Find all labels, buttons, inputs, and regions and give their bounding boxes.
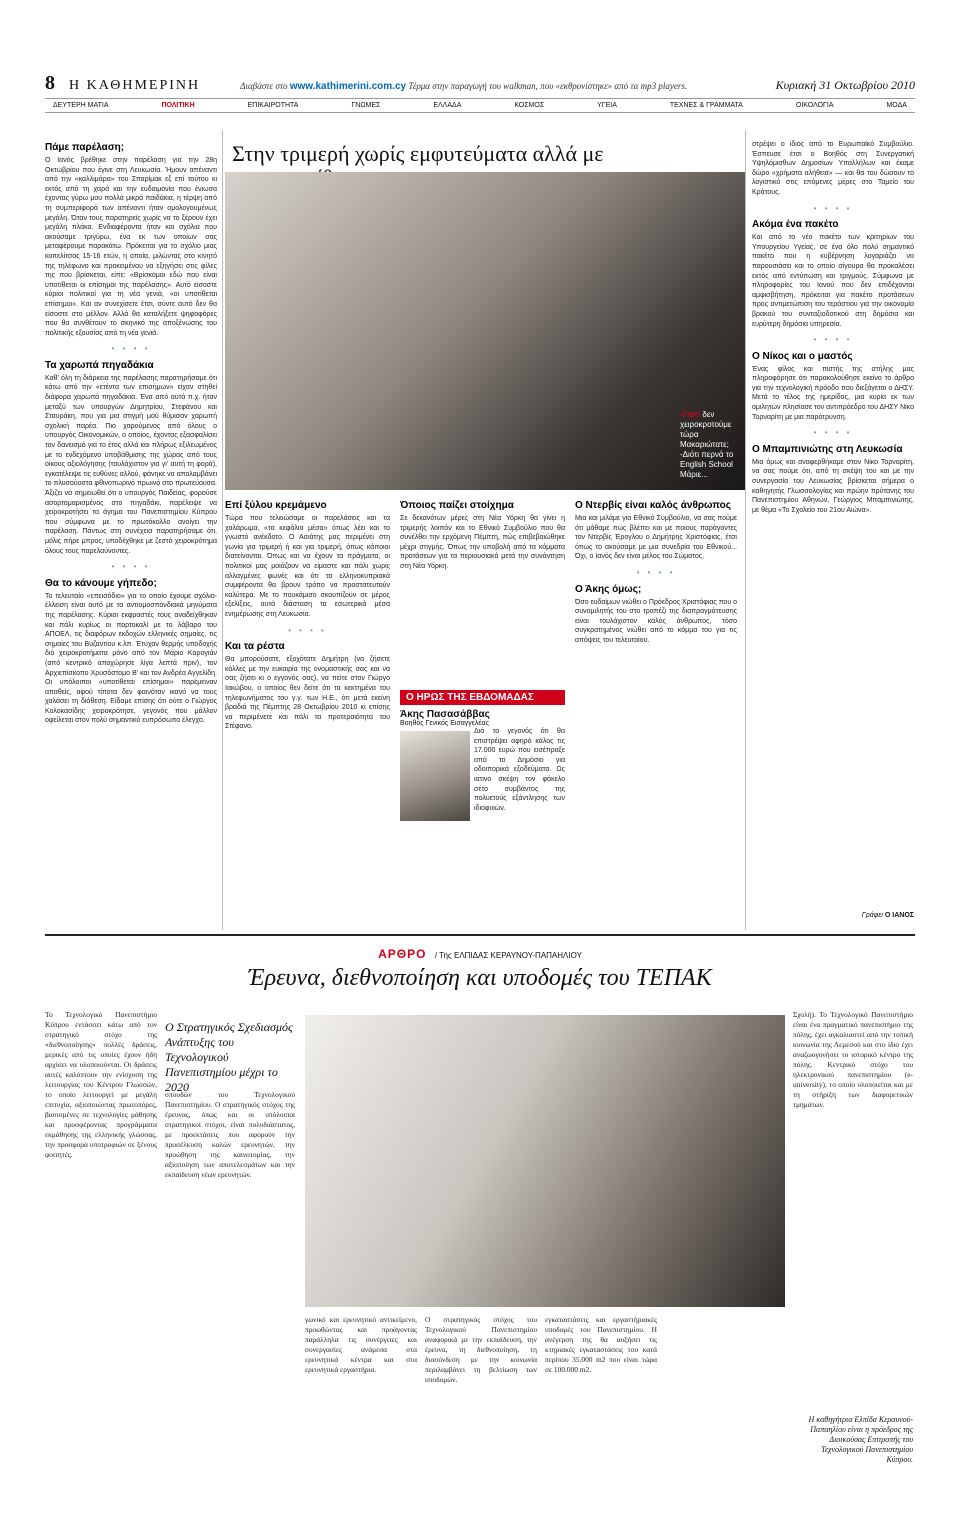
section-heading: Ο Άκης όμως;: [575, 583, 642, 595]
column-divider: [222, 130, 223, 930]
article-column-5: [545, 1315, 657, 1500]
separator-dots: • • • •: [111, 344, 151, 354]
article-column-2: [165, 1090, 295, 1500]
article-text: Ο στρατηγικός στόχος του Τεχνολογικού Πανεπιστημίου αναφορικά με την εκπαίδευση, την έρευνα, τη διεθνοποίηση, τη διασύνδεση με την κοινωνία περιλαμβάνει τη βελτίωση των υποδομών.: [425, 1315, 537, 1384]
nav-item[interactable]: ΓΝΩΜΕΣ: [351, 102, 381, 109]
section-heading: Ο Νίκος και ο μαστός: [752, 350, 853, 362]
pull-quote: [165, 1020, 295, 1095]
separator-dots: • • • •: [636, 567, 676, 577]
nav-item[interactable]: ΥΓΕΙΑ: [597, 102, 617, 109]
article-tag: ΑΡΘΡΟ: [378, 947, 427, 961]
mid-column-1: [225, 498, 390, 928]
article-header: [0, 945, 960, 963]
photo-caption: [680, 410, 740, 480]
right-column: [752, 140, 914, 910]
article-rule: [45, 934, 915, 936]
section-text: Το τελευταίο «επεισόδιο» για το οποίο έχουμε σχόλιο-έλλειση είναι αυτό με τα αντιομοσπονδιακά μηνύματα της παρέλασης. Κύριοι εκφραστές τους αναδείχθηκαν και πάλι κυρίως οι πορτοκαλί με το λάβαρο του ΑΠΟΕΛ, τις διαφόρων εκδοχών ελληνικές σημαίες, τις σημαίες του Βυζαντίου κ.λπ. Έτυχαν θερμής υποδοχής διό χειροκροτήματα μόνο από τον Μάριο Καρογιάν (από κεντρικό αποχώρησε λίγα λεπτά πριν), τον Αρχιεπίσκοπο Χρυσόστομο Β' και τον Ανδρέα Αγγελίδη. Οι υπόλοιποι «υποτίθεται επίσημοι» παρέμειναν απαθείς, αφού τίποτα δεν φαινόταν ικανό να τους χαλάσει τη διάθεση. Είδαμε επίσης ότι ούτε ο Γιώργος Κολοκασίδης χειροκρότησε, γεγονός που μάλλον οφείλεται στον πολύ σημαντικό ευπρόσωπο έλεγχο.: [45, 592, 217, 725]
section-text: Μια και μιλάμε για Εθνικό Συμβούλιο, να σας πούμε ότι μάθαμε πως βλέπει και με ποιους παράγοντες τον Ντερβίς Έρογλου ο Δημήτρης Χριστόφιας, έτσι όπως το ακούσαμε με μια συνεδρία του Εθνικού... Όχι, ο Ιανός δεν είναι μέλος του Σώματος.: [575, 515, 737, 561]
mid-column-3: [575, 498, 737, 928]
hero-text: Διά το γεγονός ότι θα επιστρέψει αφηρό κάλος τις 17.000 ευρώ που εισέπραξε από το Δημόσιο για οδοιπορικά εξοδεύματα. Ως ιατινο σκέψη τον φάκελο σέτο συμβάντος της πολυετούς εξάντλησης των ιδιοφυιών.: [474, 728, 565, 812]
section-heading: Τα χαρωπά πηγαδάκια: [45, 359, 154, 371]
hero-band: Ο ΗΡΩΣ ΤΗΣ ΕΒΔΟΜΑΔΑΣ: [400, 690, 565, 705]
nav-item[interactable]: ΕΛΛΑΔΑ: [433, 102, 462, 109]
article-text: Σχολή). Το Τεχνολογικό Πανεπιστήμιο είναι ένα πραγματικό πανεπιστήμιο της πόλης, έχει αγκαλιαστεί από την τοπική κοινωνία της Λεμεσού και στο ίδιο έχει αναζωογονήσει το ιστορικό κέντρο της πόλης. Κεντρικό στόχο του ηλεκτρονικού πανεπιστημίου (e-university), το οποίο υλοποιείται και με τη στήριξη των διαφορετικών τμημάτων.: [793, 1010, 913, 1109]
section-heading: Επί ξύλου κρεμάμενο: [225, 500, 327, 511]
mid-column-2: [400, 498, 565, 688]
article-photo: [305, 1015, 785, 1307]
section-text: στρέψει ο ίδιος από το Ευρωπαϊκό Συμβούλιο. Έσπευσε έτσι ο Βοηθός στη Συνεργατική Υψηλόμισθων Δημοσίων Υπαλλήλων και έκαμε δώρο «χρήματα αλήθεια» — και θα του δώσουν το λογιστικό στις επόμενες μέρες στο Ταμείο του Κράτους.: [752, 141, 914, 196]
page-number: 8: [45, 72, 55, 94]
section-heading: Και τα ρέστα: [225, 641, 285, 653]
article-text: εγκαταστάσεις και εργαστήριακές υποδομές του Πανεπιστημίου. Η ανέγερση της θα αυξήσει τις κτηριακές εγκαταστάσεις του κατά περίπου 35.000 m2 που είναι τώρα σε 100.000 m2.: [545, 1315, 657, 1374]
section-nav: [45, 98, 915, 113]
signature-name: Ο ΙΑΝΟΣ: [884, 912, 914, 919]
left-column: [45, 140, 217, 930]
nav-item[interactable]: ΚΟΣΜΟΣ: [514, 102, 545, 109]
article-column-3: [305, 1315, 417, 1500]
promo: [240, 81, 687, 92]
nav-item-active[interactable]: ΠΟΛΙΤΙΚΗ: [161, 102, 195, 109]
section-text: Και από το νέο πακέτο των κριτηρίων του Υπουργείου Υγείας, σε ένα όλο πολύ σημαντικό πακέτο που η κυβέρνηση λογαριάζει να παρουσιάσει και το οποίο σίγουρα θα προκαλέσει εκτός από εντύπωση και τριγμούς. Σύμφωνα με πληροφορίες του Ιανού που δεν επιδέχονται αμφισβήτηση, πρόκειται για πακέτο προτάσεων προς αντιμετώπιση του τεράστιου για την οικονομία βρακού του συνταξιοδοτικού στη δημόσια και ευρύτερη δημόσια υπηρεσία.: [752, 234, 914, 328]
hero-portrait: [400, 731, 470, 821]
section-text: Σε δεκανότων μέρες στη Νέα Υόρκη θα γίνει η τριμερής λοιπόν και το Εθνικό Συμβούλιο που θα συνέλθει την ερχόμενη Πέμπτη, πώς επιβεβαιώθηκε μέχρι στιγμής. Όπως την υποβολή από τα κόμματα προτάσεων για τα περιουσιακά μετά την συνάντηση στη Νέα Υόρκη.: [400, 515, 565, 570]
section-heading: Πάμε παρέλαση;: [45, 142, 125, 153]
separator-dots: • • • •: [813, 203, 853, 213]
section-text: Ο Ιανός βρέθηκε στην παρέλαση για την 28η Οκτωβρίου που έγινε στη Λευκωσία. Ήμουν απέναντι από την «καλλιμάρα» του Σπαρίμακ εξ επί τούτου κι εκτός από τη χαρά και την ευδαιμονία που ένιωσα έχοντας γύρω μου πολλά μικρά παιδάκια, η τέρψη από τη συμπεριφορά των απέναντι ήταν ομολογουμένως μεγάλη. Όταν τους παρατηρείς χωρίς να το ξέρουν έχει μεγάλη πλάκα. Ενδιαφέροντα ήταν και σχόλια που ακούσαμε τριγύρω, ένα εκ των οποίων σας μεταφέρουμε παρακάτω. Πρόκειται για το σχόλιο μιας κοπελίτσας 15-16 ετών, η οποία, μιλώντας στο κινητό της τηλέφωνο και προκειμένου να εξηγήσει στις φίλες της που βρίσκεται, είπε: «Βρίσκομαι εδώ που είναι υποτίθεται οι επίσημοι της παρέλασης». Αυτό είσοστε κύριοι πολιτικοί για τη νέα γενιά, «οι υποτίθεται επίσημοι». Και αν συνεχίσετε έτσι, σύντε αυτό δεν θα είσοστε στο μέλλον. Αλλά θα καταλήξετε ψηφοφόρες που θα συνθέτουν το σκηνικό της αποξένωσης του πολιτικής εξουσίας από τη νέα γενιά.: [45, 157, 217, 337]
separator-dots: • • • •: [111, 562, 151, 572]
hero-role: Βοηθός Γενικός Εισαγγελέας: [400, 720, 489, 727]
nav-item[interactable]: ΟΙΚΟΛΟΓΙΑ: [795, 102, 834, 109]
pull-quote-text: Ο Στρατηγικός Σχεδιασμός Ανάπτυξης του Τεχνολογικού Πανεπιστημίου μέχρι το 2020: [165, 1020, 293, 1094]
article-text: γωνικό και ερευνητικό αντικείμενο, προωθώντας και προάγοντας παράλληλα τις συνέργειες και συνεργασίες ανάμεσα στα ερευνητικά κέντρα και στα ερευνητικά εργαστήρια.: [305, 1315, 417, 1374]
separator-dots: • • • •: [813, 428, 853, 438]
issue-date: Κυριακή 31 Οκτωβρίου 2010: [775, 78, 915, 92]
separator-dots: • • • •: [288, 625, 327, 635]
article-column-1: [45, 1010, 157, 1500]
nav-item[interactable]: ΜΟΔΑ: [886, 102, 907, 109]
section-text: Τώρα που τελειώσαμε οι παρελάσεις και τα χαλάρωμα, «τα κεφάλια μέσα» όπως λέει και το γνωστό ανέκδοτο. Ο Ασιάτης μας περιμένει στη γωνία για τριμερή ή και για τριμερή, όπως κάποιοι διατείνονται. Όπως και να έχουν τα πράγματα, οι πολιτικοί μας μοιάζουν να είμαστε και πάλι χωρίς αλλαγμένες φωνές και ότι τα ελληνοκυπριακά συμφέροντα θα βρουν τρόπο να προστατευτούν καλύτερα. Με το πουκάμισο σκουπίζουν σε μέρος εξελίξεις, αυτά διάσταση τα εσωτερικά μέσα ενημέρωσης στη Λευκωσία.: [225, 515, 390, 618]
section-heading: Ακόμα ένα πακέτο: [752, 219, 839, 231]
author-bio: Η καθηγήτρια Ελπίδα Κεραυνού-Παπαηλίου είναι η πρόεδρος της Διοικούσας Επιτροπής του Τεχνολογικού Πανεπιστημίου Κύπρου.: [808, 1415, 913, 1464]
signature-prefix: Γράφει: [861, 912, 883, 919]
main-photo: [225, 172, 745, 490]
caption-bold: -Γιατί: [680, 410, 701, 419]
section-text: Ένας φίλος και πιστής της στήλης μας πληροφόρησε ότι παρακολούθησε εκείνο το άρθρο για την τεχνολογική πρόοδο που διεξάγεται ο ΔΗΣΥ. Μετά το τέλος της ημερίδας, μια κυρία εκ των ομιλητών πλησίασε τον αντιπρόεδρο του ΔΗΣΥ Νίκο Τορναρίτη με μια παρότρυνση.: [752, 365, 914, 421]
section-text: Θα μπορούσατε, εξοχότατε Δημήτρη (να ζήσετε κόλλες με την ευκαιρία της ονομαστικής σας και να σας ζήσει κι ο εγγονός σας), να πείτε στον Γιώργο Ιακώβου, ο οποίος θεν δείτε ότι τα κεκτημένα του τηλεφωνήματος του γ.γ. των Η.Ε., ότι μετά εκείνη βραδιά της Πέμπτης 28 Οκτωβρίου 2010 κι επίσης να περιμένετε και πάλι τα προτεραιότητα του Στέφανο.: [225, 656, 390, 731]
nav-item[interactable]: ΔΕΥΤΕΡΗ ΜΑΤΙΑ: [53, 102, 109, 109]
hero-name: Άκης Πασασάββας: [400, 709, 490, 720]
masthead: [45, 72, 915, 95]
caption-text: δεν χειροκροτούμε τώρα Μακαριώτατε; -Διότι περνά το English School Μάριε...: [680, 410, 734, 479]
separator-dots: • • • •: [813, 335, 853, 345]
article-column-right: [793, 1010, 913, 1410]
article-column-4: [425, 1315, 537, 1500]
section-text: Μια όμως και αναφερθήκαμε στον Νίκο Τορναρίτη, να σας πούμε ότι, από τη σκέψη του και με την συνεργασία του Λευκωσίας βρίσκεται σήμερα ο καθηγητής Γλωσσολογίας και πρώην πρύτανης του Πανεπιστημίου Αθηνών, Γεώργιος Μπαμπινιώτης, με θέμα «Το Σχολείο του 21ου Αιώνα».: [752, 458, 914, 514]
section-heading: Θα το κάνουμε γήπεδο;: [45, 577, 157, 589]
article-title: Έρευνα, διεθνοποίηση και υποδομές του ΤΕΠΑΚ: [248, 965, 712, 991]
nav-item[interactable]: ΕΠΙΚΑΙΡΟΤΗΤΑ: [247, 102, 299, 109]
column-divider: [745, 130, 746, 930]
section-text: Όσο ευδαίμων νιώθει ο Πρόεδρος Χριστόφιας που ο συνομιλητής του στο τραπέζι της διαπραγμάτευσης είναι τουλάχιστον καλός άνθρωπος, τόσο συγκρατημένος νιώθει από το κόμμα του για τις απόψεις του τελευταίου.: [575, 598, 737, 644]
section-heading: Ο Μπαμπινιώτης στη Λευκωσία: [752, 443, 903, 455]
nav-item[interactable]: ΤΕΧΝΕΣ & ΓΡΑΜΜΑΤΑ: [669, 102, 743, 109]
promo-url[interactable]: www.kathimerini.com.cy: [289, 81, 407, 92]
article-text: σπουδών του Τεχνολογικού Πανεπιστημίου. Ο στρατηγικός στόχος της έρευνας, όπως και οι υπόλοιποι στρατηγικοί στόχοι, είναι πολυδιάστατος, με προεκτάσεις που αφορούν την προσέλκυση καλών ερευνητών, την προώθηση της καινοτομίας, την αξιοποίηση των αποτελεσμάτων και την εκπαίδευση νέων ερευνητών.: [165, 1090, 295, 1179]
main-headline: Στην τριμερή χωρίς εμφυτεύματα αλλά με: [232, 141, 604, 166]
section-heading: Όποιος παίζει στοίχημα: [400, 500, 514, 511]
hero-box: [400, 690, 565, 928]
article-author: / Της ΕΛΠΙΔΑΣ ΚΕΡΑΥΝΟΥ-ΠΑΠΑΗΛΙΟΥ: [434, 951, 582, 960]
section-text: Καθ' όλη τη διάρκεια της παρέλασης παρατηρήσαμε ότι κάτω από την «ετέντα των επισήμων» είχαν στηθεί διάφορα χαρωπά πηγαδάκια. Ένα από αυτά π.χ. ήταν μεταξύ των υπουργών Δημητρίου, Στεφάνου και Σταυράκη, που για μια στιγμή μού θύμισαν χαρωπή σχολική παρέα. Πιο χαρούμενος από όλους ο υπουργός Οικονομικών, ο οποίος, έχοντας εξασφαλίσει τον δανεισμό για το έτος αλλά και πλήρως εξιλεωμένος με το ενδεχόμενο υποβάθμισης της χώρας από τους οίκους αξιολόγησης (τουλάχιστον για γι' αυτή τη φορά), εγκατέλειψε τις ευθύνες αλλού, φάνηκε να απολαμβάνει το πλυσούοστα φθινοπωρινό πρωινό στο πρωτεύουσα. Άξιζει να σημειωθεί ότι ο υπουργός Παιδείας, φορούσε ασορτομαρισμένος στο πηγαδάκι, παρέλειψε να χειροκροτήσει τα άγημα του Πανεπιστημίου Κύπρου που σύμφωνα με το πρωτόκολλο ανοίγει την παρέλαση. Πάντως στη συνέχεια παρατηρήσαμε ότι, μόλις πήρε μπρος, υποδέχθηκε με ζεστό χειροκρότημα όλους τους παρελαύνοντες.: [45, 374, 217, 555]
promo-prefix: Διαβάστε στο: [240, 81, 288, 91]
publication-name: Η ΚΑΘΗΜΕΡΙΝΗ: [69, 78, 201, 93]
section-heading: Ο Ντερβίς είναι καλός άνθρωπος: [575, 500, 731, 511]
signature: [800, 912, 914, 919]
promo-text: Τέρμα στην παραγωγή του walkman, που «εκθρονίστηκε» από τα mp3 players.: [408, 81, 688, 91]
article-text: Το Τεχνολογικό Πανεπιστήμιο Κύπρου εντάσσει κάτω από τον στρατηγικό στόχο της «διεθνοποίησης» πολλές δράσεις, μερικές από τις οποίες έχουν ήδη αρχίσει να υλοποιούνται. Οι δράσεις αυτές καλύπτουν την ενίσχυση της λειτουργίας του Κέντρου Γλωσσών, το οποίο λειτουργεί με μεγάλη επιτυχία, αξιοποιώντας πρωτοπόρες, βασισμένες σε τεχνολογίες μάθησης και προσφέροντας προγράμματα εκμάθησης της ελληνικής γλώσσας, την προσφορά υποτροφιών σε ξένους φοιτητές.: [45, 1010, 157, 1159]
